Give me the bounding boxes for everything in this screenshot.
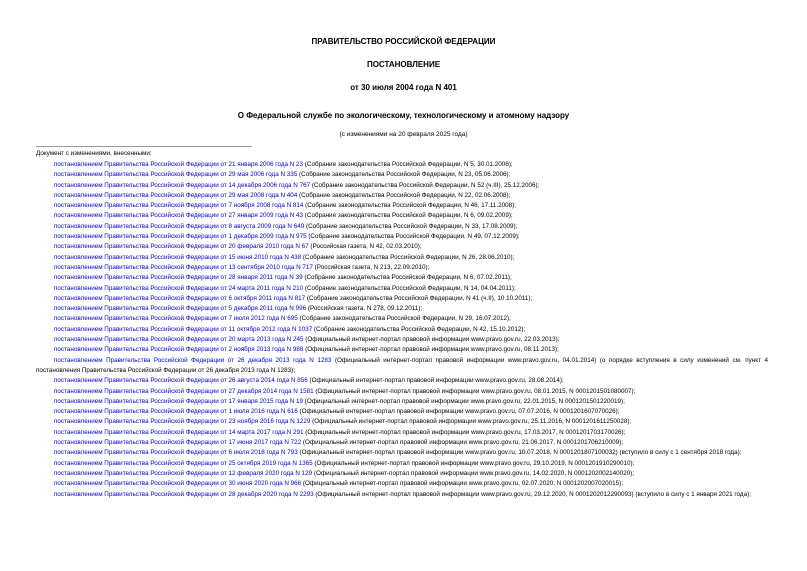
amendment-item [36,191,768,201]
amendment-link[interactable]: постановлением Правительства Российской Федерации от 14 марта 2017 года N 291 [54,428,304,436]
amendment-source: (Собрание законодательства Российской Федерации, N 29, 16.07.2012); [297,315,511,323]
document-type: ПОСТАНОВЛЕНИЕ [366,60,441,69]
amendment-item [36,345,768,355]
amendment-link[interactable]: постановлением Правительства Российской Федерации от 28 декабря 2020 года N 2293 [54,490,314,498]
amendment-source: (Собрание законодательства Российской Федерации, N 42, 15.10.2012); [312,325,526,333]
amendment-item [36,314,768,324]
amendment-item [36,253,768,263]
amendment-item [36,417,768,427]
amendment-source: (Российская газета, N 213, 22.09.2010); [312,263,430,271]
amendment-link[interactable]: постановлением Правительства Российской Федерации от 6 октября 2011 года N 817 [54,294,306,302]
amendment-link[interactable]: постановлением Правительства Российской Федерации от 14 декабря 2006 года N 767 [54,181,311,189]
amendment-link[interactable]: постановлением Правительства Российской Федерации от 12 февраля 2020 года N 129 [54,469,313,477]
amendment-item [36,459,768,469]
amendment-link[interactable]: постановлением Правительства Российской Федерации от 1 декабря 2009 года N 975 [54,233,307,241]
amendment-link[interactable]: постановлением Правительства Российской Федерации от 23 ноября 2016 года N 1229 [54,418,311,426]
amendment-source: (Официальный интернет-портал правовой информации www.pravo.gov.ru, 28.08.2014); [307,377,564,385]
amendment-link[interactable]: постановлением Правительства Российской Федерации от 17 июня 2017 года N 722 [54,439,302,447]
amendment-source: (Официальный интернет-портал правовой информации www.pravo.gov.ru, 25.11.2016, N 0001201611250028); [310,418,632,426]
amendment-source: (Официальный интернет-портал правовой информации www.pravo.gov.ru, 04.01.2014) (о порядке вступления в силу изменений см. пункт 4 постановления Правительства Российской Федерации от 26 декабря 2013 года N 1283); [36,356,768,374]
amendment-link[interactable]: постановлением Правительства Российской Федерации от 8 августа 2009 года N 649 [54,222,305,230]
amendment-item [36,273,768,283]
amendment-item [36,490,768,500]
amendment-item [36,222,768,232]
amendment-link[interactable]: постановлением Правительства Российской Федерации от 27 января 2009 года N 43 [54,212,304,220]
amendment-item [36,407,768,417]
amendment-item [36,387,768,397]
divider [36,146,252,147]
amendment-source: (Официальный интернет-портал правовой информации www.pravo.gov.ru, 29.12.2020, N 0001202012290093) (вступило в силу с 1 января 2021 года); [313,490,751,498]
amendment-source: (Официальный интернет-портал правовой информации www.pravo.gov.ru, 22.03.2013); [303,336,560,344]
amendment-link[interactable]: постановлением Правительства Российской Федерации от 7 июля 2012 года N 695 [54,315,298,323]
amendment-source: (Российская газета, N 278, 09.12.2011); [306,305,423,313]
amendment-item [36,469,768,479]
amendment-item [36,479,768,489]
amendment-link[interactable]: постановлением Правительства Российской Федерации от 27 декабря 2014 года N 1581 [54,387,314,395]
amendment-source: (Официальный интернет-портал правовой информации www.pravo.gov.ru, 21.06.2017, N 0001201706210009); [301,439,623,447]
edition-note: (с изменениями на 20 февраля 2025 года) [339,131,468,138]
amendment-item [36,242,768,252]
amendment-item [36,397,768,407]
amendment-source: (Собрание законодательства Российской Федерации, N 6, 09.02.2009); [303,212,513,220]
amendment-source: (Российская газета, N 42, 02.03.2010); [308,243,422,251]
amendment-item [36,284,768,294]
amendment-item [36,304,768,314]
government-heading: ПРАВИТЕЛЬСТВО РОССИЙСКОЙ ФЕДЕРАЦИИ [311,37,496,46]
amendment-item [36,438,768,448]
amendment-link[interactable]: постановлением Правительства Российской Федерации от 7 ноября 2008 года N 814 [54,202,304,210]
amendment-source: (Собрание законодательства Российской Федерации, N 52 (ч.III), 25.12.2006); [310,181,540,189]
amendment-item [36,170,768,180]
amendment-link[interactable]: постановлением Правительства Российской Федерации от 6 июля 2018 года N 793 [54,449,298,457]
amendment-link[interactable]: постановлением Правительства Российской Федерации от 20 февраля 2010 года N 67 [54,243,309,251]
amendment-link[interactable]: постановлением Правительства Российской Федерации от 15 июня 2010 года N 438 [54,253,302,261]
document-date-number: от 30 июля 2004 года N 401 [350,83,457,92]
document-title: О Федеральной службе по экологическому, технологическому и атомному надзору [237,111,570,120]
amendment-source: (Собрание законодательства Российской Федерации, N 22, 02.06.2008); [297,191,511,199]
amendment-link[interactable]: постановлением Правительства Российской Федерации от 13 сентября 2010 года N 717 [54,263,313,271]
amendment-link[interactable]: постановлением Правительства Российской Федерации от 29 мая 2006 года N 335 [54,171,298,179]
amendment-source: (Официальный интернет-портал правовой информации www.pravo.gov.ru, 07.07.2016, N 0001201607070026); [297,408,620,416]
amendment-source: (Официальный интернет-портал правовой информации www.pravo.gov.ru, 08.11.2013); [303,346,559,354]
amendment-link[interactable]: постановлением Правительства Российской Федерации от 25 октября 2019 года N 1365 [54,459,313,467]
amendment-link[interactable]: постановлением Правительства Российской Федерации от 30 июня 2020 года N 966 [54,480,302,488]
amendment-item [36,448,768,458]
amendment-link[interactable]: постановлением Правительства Российской Федерации от 20 марта 2013 года N 245 [54,336,304,344]
amendment-link[interactable]: постановлением Правительства Российской Федерации от 1 июля 2016 года N 616 [54,408,298,416]
amendment-source: (Собрание законодательства Российской Федерации, N 49, 07.12.2009); [306,233,520,241]
amendment-item [36,325,768,335]
amendment-source: (Собрание законодательства Российской Федерации, N 5, 30.01.2006); [303,161,513,168]
amendment-link[interactable]: постановлением Правительства Российской Федерации от 24 марта 2011 года N 210 [54,284,304,292]
amendment-link[interactable]: постановлением Правительства Российской Федерации от 29 мая 2008 года N 404 [54,191,298,199]
amendment-source: (Собрание законодательства Российской Федерации, N 23, 05.06.2006); [297,171,511,179]
amendment-link[interactable]: постановлением Правительства Российской Федерации от 2 ноября 2013 года N 988 [54,346,304,354]
amendment-link[interactable]: постановлением Правительства Российской Федерации от 11 октября 2012 года N 1037 [54,325,313,333]
amendment-link[interactable]: постановлением Правительства Российской Федерации от 26 декабря 2013 года N 1283 [54,356,332,364]
amendment-link[interactable]: постановлением Правительства Российской Федерации от 5 декабря 2011 года N 996 [54,305,307,313]
amendment-source: (Собрание законодательства Российской Федерации, N 26, 28.06.2010); [301,253,515,261]
amendment-source: (Собрание законодательства Российской Федерации, N 14, 04.04.2011); [303,284,516,292]
amendment-source: (Официальный интернет-портал правовой информации www.pravo.gov.ru, 17.03.2017, N 0001201703170026); [303,428,626,436]
amendment-source: (Официальный интернет-портал правовой информации www.pravo.gov.ru, 14.02.2020, N 0001202002140020); [312,469,634,477]
amendment-item [36,294,768,304]
amendment-item [36,428,768,438]
amendment-item [36,160,768,170]
amendment-source: (Официальный интернет-портал правовой информации www.pravo.gov.ru, 02.07.2020, N 0001202007020015); [301,480,623,488]
amendment-item [36,376,768,386]
amendment-link[interactable]: постановлением Правительства Российской Федерации от 17 января 2015 года N 19 [54,397,304,405]
amendment-link[interactable]: постановлением Правительства Российской Федерации от 21 января 2006 года N 23 [54,161,304,168]
amendments-list [36,160,768,500]
amendment-source: (Официальный интернет-портал правовой информации www.pravo.gov.ru, 08.01.2015, N 0001201501080007); [313,387,636,395]
amendment-item [36,335,768,345]
amendment-link[interactable]: постановлением Правительства Российской Федерации от 28 января 2011 года N 39 [54,274,303,282]
amendment-source: (Собрание законодательства Российской Федерации, N 33, 17.08.2009); [304,222,518,230]
amendments-intro: Документ с изменениями, внесенными: [36,150,152,157]
amendment-item [36,181,768,191]
amendment-source: (Официальный интернет-портал правовой информации www.pravo.gov.ru, 10.07.2018, N 0001201807100032) (вступило в силу с 1 сентября 2018 года); [297,449,742,457]
amendment-source: (Официальный интернет-портал правовой информации www.pravo.gov.ru, 22.01.2015, N 0001201501220019); [303,397,625,405]
amendment-link[interactable]: постановлением Правительства Российской Федерации от 26 августа 2014 года N 856 [54,377,308,385]
amendment-item [36,211,768,221]
amendment-source: (Собрание законодательства Российской Федерации, N 46, 17.11.2008); [303,202,517,210]
amendment-source: (Собрание законодательства Российской Федерации, N 41 (ч.II), 10.10.2011); [305,294,533,302]
amendment-item [36,232,768,242]
amendment-source: (Собрание законодательства Российской Федерации, N 6, 07.02.2011); [302,274,512,282]
amendment-item [36,356,768,377]
amendment-item [36,263,768,273]
amendment-source: (Официальный интернет-портал правовой информации www.pravo.gov.ru, 29.10.2019, N 0001201910290010); [312,459,635,467]
amendment-item [36,201,768,211]
